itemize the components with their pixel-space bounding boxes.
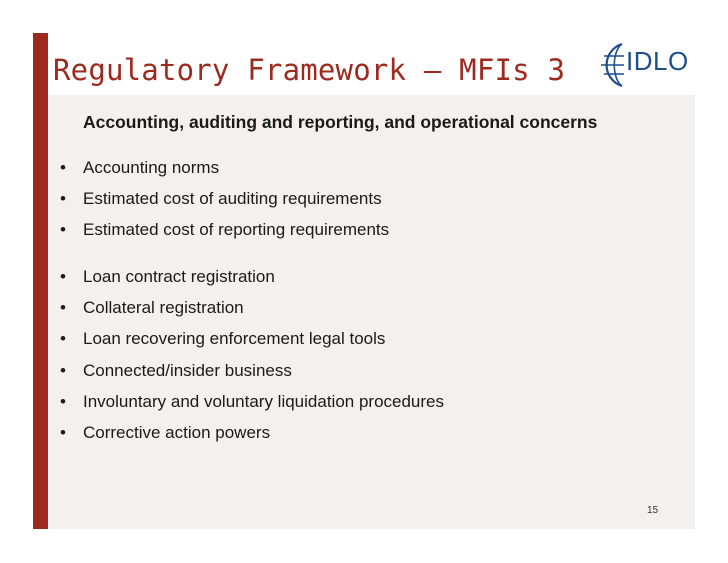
bullet-item <box>60 298 244 318</box>
bullet-text: Estimated cost of reporting requirements <box>83 220 390 239</box>
bullet-item <box>60 158 219 178</box>
bullet-dot: • <box>60 298 66 317</box>
accent-bar <box>33 33 48 529</box>
bullet-text: Loan contract registration <box>83 267 275 286</box>
bullet-dot: • <box>60 392 66 411</box>
bullet-text: Corrective action powers <box>83 423 271 442</box>
bullet-text: Connected/insider business <box>83 361 292 380</box>
bullet-text: Accounting norms <box>83 158 220 177</box>
bullet-dot: • <box>60 189 66 208</box>
bullet-dot: • <box>60 267 66 286</box>
page-number: 15 <box>647 505 659 516</box>
bullet-text: Loan recovering enforcement legal tools <box>83 329 386 348</box>
slide-title: Regulatory Framework – MFIs 3 <box>53 53 566 87</box>
bullet-text: Involuntary and voluntary liquidation procedures <box>83 392 445 411</box>
bullet-dot: • <box>60 329 66 348</box>
bullet-item <box>60 267 275 287</box>
logo-text: IDLO <box>626 46 689 76</box>
slide-subtitle: Accounting, auditing and reporting, and operational concerns <box>83 112 598 132</box>
bullet-dot: • <box>60 423 66 442</box>
bullet-text: Collateral registration <box>83 298 244 317</box>
bullet-dot: • <box>60 158 66 177</box>
bullet-item <box>60 220 389 240</box>
bullet-dot: • <box>60 361 66 380</box>
bullet-item <box>60 189 382 209</box>
bullet-text: Estimated cost of auditing requirements <box>83 189 382 208</box>
bullet-item <box>60 423 270 443</box>
bullet-item <box>60 361 292 381</box>
bullet-dot: • <box>60 220 66 239</box>
bullet-item <box>60 392 444 412</box>
bullet-item <box>60 329 385 349</box>
